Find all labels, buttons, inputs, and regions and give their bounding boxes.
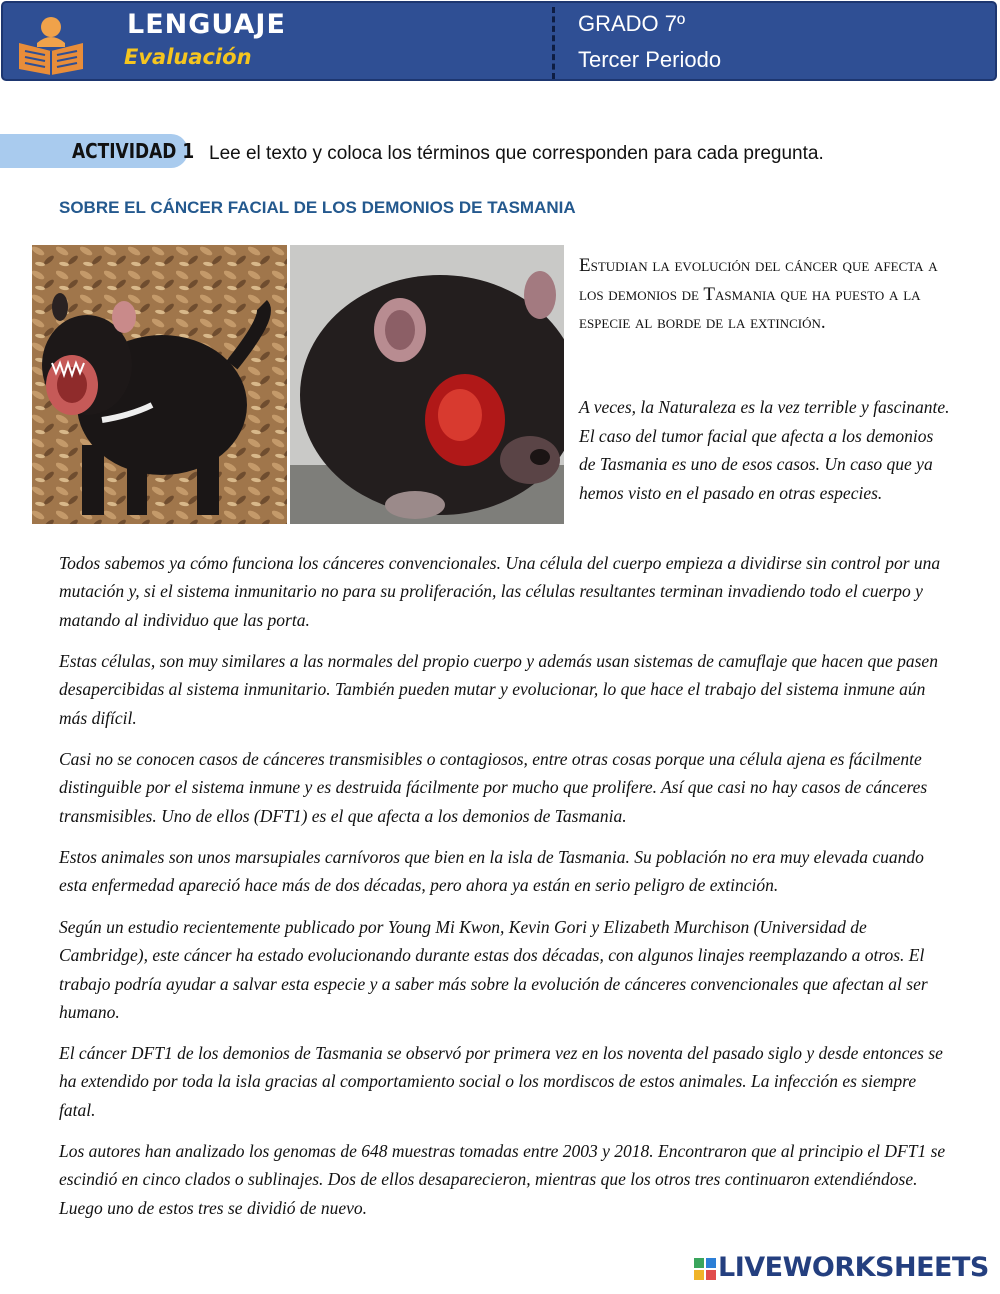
liveworksheets-wordmark: LIVEWORKSHEETS <box>718 1252 989 1283</box>
activity-instruction: Lee el texto y coloca los términos que corresponden para cada pregunta. <box>209 143 824 164</box>
article-intro: A veces, la Naturaleza es la vez terrible y fascinante. El caso del tumor facial que afecta a los demonios de Tasmania es uno de esos casos. Un caso que ya hemos visto en el pasado en otras especies. <box>579 397 950 503</box>
liveworksheets-logo[interactable] <box>694 1252 994 1286</box>
tumor-devil-photo <box>290 245 564 524</box>
article-paragraph: Los autores han analizado los genomas de 648 muestras tomadas entre 2003 y 2018. Encontraron que al principio el DFT1 se escindió en cinco clados o sublinajes. Dos de ellos desaparecieron, mientras que los otros tres continuaron extendiéndose. Luego uno de estos tres se dividió de nuevo. <box>59 1141 946 1218</box>
article-paragraph: Todos sabemos ya cómo funciona los cánceres convencionales. Una célula del cuerpo empieza a dividirse sin control por una mutación y, si el sistema inmunitario no para su proliferación, las células resultantes terminan invadiendo todo el cuerpo y matando al individuo que las porta. <box>59 553 941 630</box>
header-divider <box>552 7 555 79</box>
article-paragraph: Estas células, son muy similares a las normales del propio cuerpo y además usan sistemas de camuflaje que hacen que pasen desapercibidas al sistema inmunitario. También pueden mutar y evolucionar, lo que hace el trabajo del sistema inmune aún más difícil. <box>59 651 938 728</box>
worksheet-header <box>1 1 997 81</box>
article-paragraph: Según un estudio recientemente publicado por Young Mi Kwon, Kevin Gori y Elizabeth Murchison (Universidad de Cambridge), este cáncer ha estado evolucionando durante estas dos décadas, con algunos linajes reemplazando a otros. El trabajo podría ayudar a salvar esta especie y a saber más sobre la evolución de cánceres convencionales que afectan al ser humano. <box>59 917 928 1022</box>
evaluation-subtitle: Evaluación <box>124 45 252 69</box>
article-paragraph: Estos animales son unos marsupiales carnívoros que bien en la isla de Tasmania. Su población no era muy elevada cuando esta enfermedad apareció hace más de dos décadas, pero ahora ya están en serio peligro de extinción. <box>59 847 924 896</box>
period-label: Tercer Periodo <box>578 47 722 72</box>
open-book-reader-icon <box>15 13 87 75</box>
liveworksheets-icon <box>694 1258 716 1280</box>
article-paragraph: El cáncer DFT1 de los demonios de Tasmania se observó por primera vez en los noventa del pasado siglo y desde entonces se ha extendido por toda la isla gracias al comportamiento social o los mordiscos de estos animales. La infección es siempre fatal. <box>59 1043 943 1120</box>
activity-label: ACTIVIDAD 1 <box>72 139 195 163</box>
article-title: SOBRE EL CÁNCER FACIAL DE LOS DEMONIOS DE TASMANIA <box>59 198 576 217</box>
article-paragraph: Casi no se conocen casos de cánceres transmisibles o contagiosos, entre otras cosas porque una célula ajena es fácilmente distinguible por el sistema inmune y es destruida fácilmente por mucho que prolifere. Así que casi no hay casos de cánceres transmisibles. Uno de ellos (DFT1) es el que afecta a los demonios de Tasmania. <box>59 749 928 826</box>
subject-title: LENGUAJE <box>127 9 286 40</box>
grade-label: GRADO 7º <box>578 11 686 36</box>
tasmanian-devil-photo <box>32 245 287 524</box>
article-lead: Estudian la evolución del cáncer que afecta a los demonios de Tasmania que ha puesto a la especie al borde de la extinción. <box>579 255 938 333</box>
